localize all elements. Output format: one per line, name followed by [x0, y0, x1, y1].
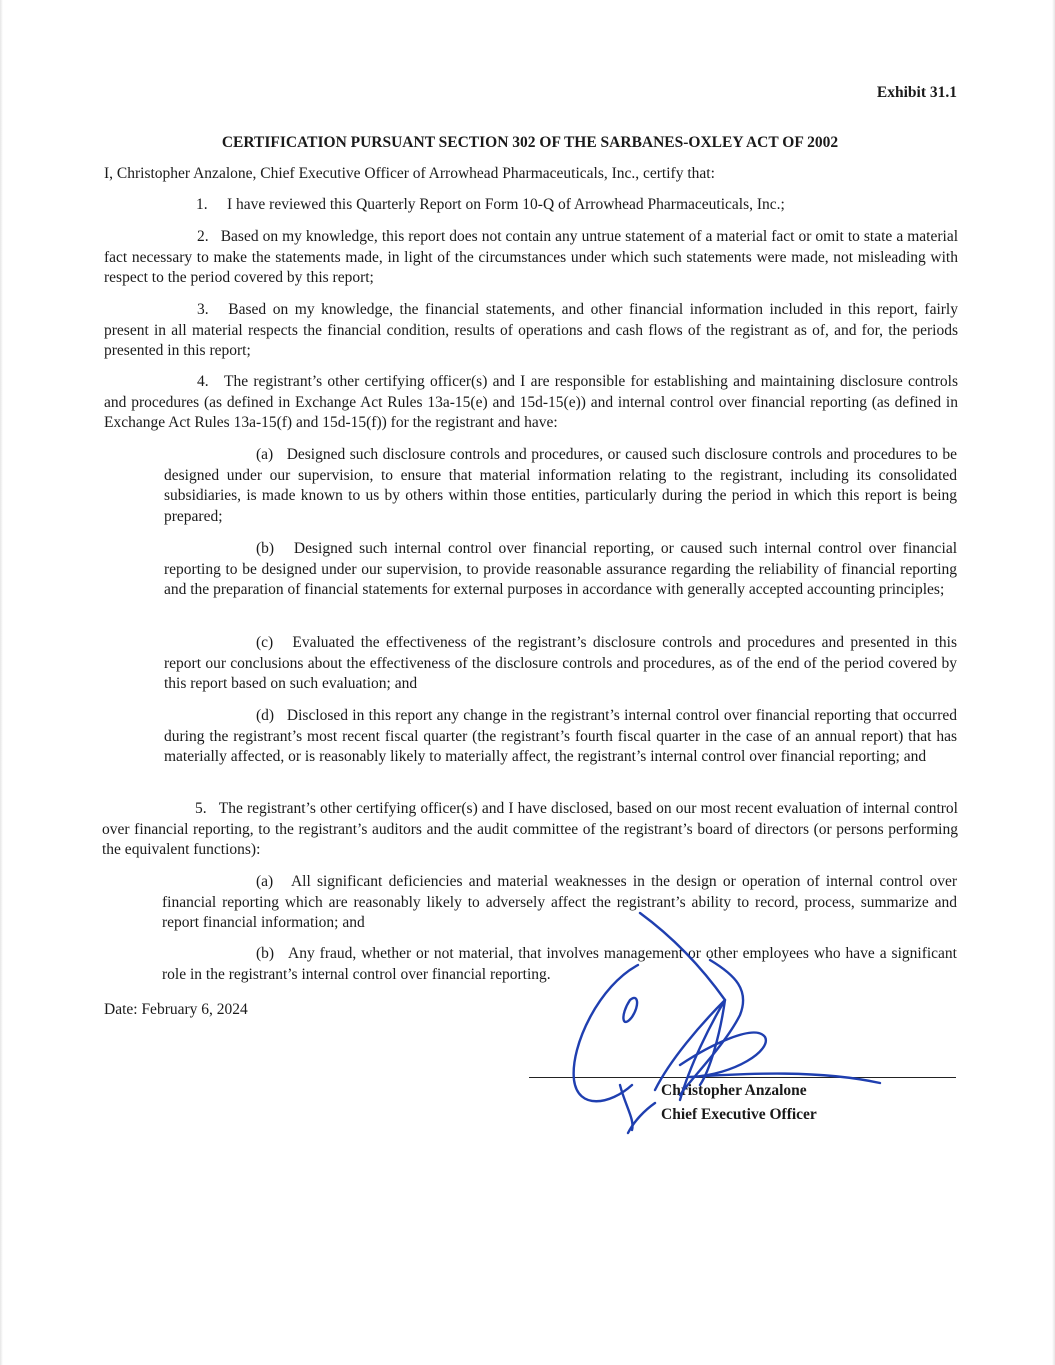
document-title: CERTIFICATION PURSUANT SECTION 302 OF THE SARBANES-OXLEY ACT OF 2002	[221, 134, 839, 151]
subitem-letter: (b)	[256, 540, 275, 557]
item-paragraph	[104, 300, 958, 362]
item-number: 2.	[197, 228, 209, 245]
intro-statement: I, Christopher Anzalone, Chief Executive Officer of Arrowhead Pharmaceuticals, Inc., certify that:	[104, 165, 715, 182]
subitem-paragraph	[164, 706, 957, 768]
item-text: I have reviewed this Quarterly Report on Form 10-Q of Arrowhead Pharmaceuticals, Inc.;	[227, 196, 785, 213]
item-text: Based on my knowledge, this report does not contain any untrue statement of a material fact or omit to state a material fact necessary to make the statements made, in light of the circumstances under which such statements were made, not misleading with respect to the period covered by this report;	[104, 228, 959, 286]
item-text: The registrant’s other certifying officer(s) and I have disclosed, based on our most recent evaluation of internal control over financial reporting, to the registrant’s auditors and the audit committee of the registrant’s board of directors (or persons performing the equivalent functions):	[102, 800, 958, 858]
exhibit-label: Exhibit 31.1	[876, 84, 957, 101]
item-number: 4.	[197, 373, 209, 390]
subitem-letter: (a)	[256, 446, 274, 463]
subitem-letter: (d)	[256, 707, 275, 724]
item-text: Based on my knowledge, the financial statements, and other financial information included in this report, fairly present in all material respects the financial condition, results of operations and cash flows of the registrant as of, and for, the periods presented in this report;	[104, 301, 958, 359]
subitem-letter: (b)	[256, 945, 275, 962]
subitem-letter: (a)	[256, 873, 274, 890]
subitem-text: Designed such disclosure controls and procedures, or caused such disclosure controls and procedures to be designed under our supervision, to ensure that material information relating to the registrant, including its consolidated subsidiaries, is made known to us by others within those entities, particularly during the period in which this report is being prepared;	[164, 446, 958, 525]
item-paragraph	[104, 372, 958, 434]
item-number: 1.	[196, 196, 208, 213]
item-number: 3.	[197, 301, 209, 318]
signer-name: Christopher Anzalone	[661, 1082, 807, 1099]
subitem-paragraph	[164, 539, 957, 601]
subitem-text: All significant deficiencies and material weaknesses in the design or operation of internal control over financial reporting which are reasonably likely to adversely affect the registrant’s ability to record, process, summarize and report financial information; and	[162, 873, 957, 931]
signer-title: Chief Executive Officer	[661, 1106, 817, 1123]
item-paragraph	[104, 227, 958, 289]
scan-edge-left	[0, 0, 3, 1365]
subitem-text: Any fraud, whether or not material, that involves management or other employees who have a significant role in the registrant’s internal control over financial reporting.	[162, 945, 957, 983]
date-line: Date: February 6, 2024	[104, 1001, 248, 1018]
subitem-paragraph	[164, 633, 957, 695]
subitem-letter: (c)	[256, 634, 274, 651]
subitem-text: Disclosed in this report any change in the registrant’s internal control over financial reporting that occurred during the registrant’s most recent fiscal quarter (the registrant’s fourth fiscal quarter in the case of an annual report) that has materially affected, or is reasonably likely to materially affect, the registrant’s internal control over financial reporting; and	[164, 707, 958, 765]
handwritten-signature	[560, 905, 900, 1150]
subitem-text: Designed such internal control over financial reporting, or caused such internal control over financial reporting to be designed under our supervision, to provide reasonable assurance regarding the reliability of financial reporting and the preparation of financial statements for external purposes in accordance with generally accepted accounting principles;	[164, 540, 958, 598]
subitem-paragraph	[164, 445, 957, 527]
item-number: 5.	[195, 800, 207, 817]
subitem-text: Evaluated the effectiveness of the registrant’s disclosure controls and procedures and presented in this report our conclusions about the effectiveness of the disclosure controls and procedures, as of the end of the period covered by this report based on such evaluation; and	[164, 634, 958, 692]
item-paragraph	[102, 799, 958, 861]
item-text: The registrant’s other certifying officer(s) and I are responsible for establishing and maintaining disclosure controls and procedures (as defined in Exchange Act Rules 13a-15(e) and 15d-15(e)) and internal control over financial reporting (as defined in Exchange Act Rules 13a-15(f) and 15d-15(f)) for the registrant and have:	[104, 373, 958, 431]
